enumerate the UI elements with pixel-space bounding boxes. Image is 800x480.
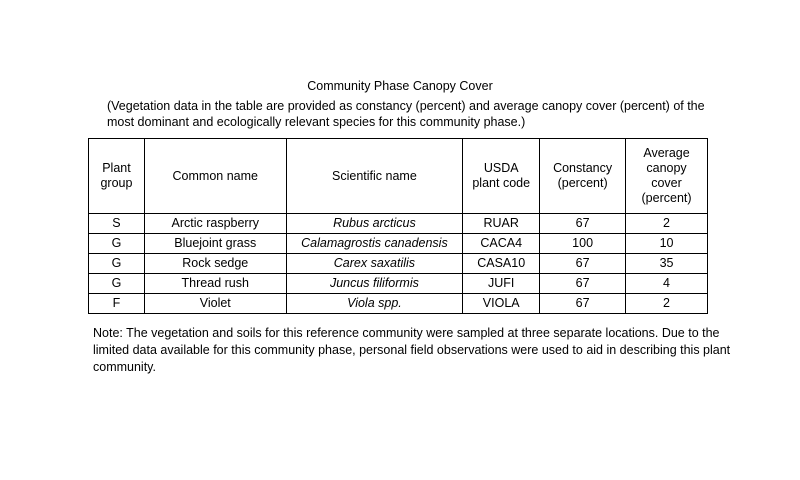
table-row bbox=[89, 214, 708, 234]
table-row bbox=[89, 294, 708, 314]
cell-canopy-cover: 35 bbox=[626, 254, 708, 274]
header-usda-code: USDA plant code bbox=[463, 139, 540, 214]
cell-scientific-name: Viola spp. bbox=[286, 294, 463, 314]
cell-usda-code: RUAR bbox=[463, 214, 540, 234]
cell-constancy: 67 bbox=[540, 254, 626, 274]
table-row bbox=[89, 254, 708, 274]
table-description: (Vegetation data in the table are provided as constancy (percent) and average canopy cover (percent) of the most dominant and ecologically relevant species for this community phase.) bbox=[107, 99, 705, 129]
cell-usda-code: CACA4 bbox=[463, 234, 540, 254]
table-title: Community Phase Canopy Cover bbox=[307, 79, 493, 93]
header-scientific-name: Scientific name bbox=[286, 139, 463, 214]
cell-canopy-cover: 10 bbox=[626, 234, 708, 254]
cell-canopy-cover: 2 bbox=[626, 294, 708, 314]
cell-plant-group: G bbox=[89, 274, 145, 294]
cell-constancy: 67 bbox=[540, 294, 626, 314]
cell-scientific-name: Rubus arcticus bbox=[286, 214, 463, 234]
cell-common-name: Rock sedge bbox=[144, 254, 286, 274]
cell-plant-group: F bbox=[89, 294, 145, 314]
cell-constancy: 67 bbox=[540, 214, 626, 234]
cell-scientific-name: Calamagrostis canadensis bbox=[286, 234, 463, 254]
cell-common-name: Thread rush bbox=[144, 274, 286, 294]
cell-scientific-name: Carex saxatilis bbox=[286, 254, 463, 274]
cell-plant-group: G bbox=[89, 254, 145, 274]
cell-usda-code: JUFI bbox=[463, 274, 540, 294]
cell-plant-group: S bbox=[89, 214, 145, 234]
cell-common-name: Bluejoint grass bbox=[144, 234, 286, 254]
table-row bbox=[89, 274, 708, 294]
header-canopy-cover: Average canopy cover (percent) bbox=[626, 139, 708, 214]
header-plant-group: Plant group bbox=[89, 139, 145, 214]
cell-constancy: 67 bbox=[540, 274, 626, 294]
table-note: Note: The vegetation and soils for this reference community were sampled at three separate locations. Due to the limited data available for this community phase, personal field observations were used to aid in describing this plant community. bbox=[93, 326, 731, 374]
cell-usda-code: CASA10 bbox=[463, 254, 540, 274]
header-constancy: Constancy (percent) bbox=[540, 139, 626, 214]
cell-constancy: 100 bbox=[540, 234, 626, 254]
cell-canopy-cover: 2 bbox=[626, 214, 708, 234]
cell-common-name: Violet bbox=[144, 294, 286, 314]
table-row bbox=[89, 234, 708, 254]
header-common-name: Common name bbox=[144, 139, 286, 214]
canopy-cover-table bbox=[88, 138, 708, 314]
cell-usda-code: VIOLA bbox=[463, 294, 540, 314]
cell-plant-group: G bbox=[89, 234, 145, 254]
cell-common-name: Arctic raspberry bbox=[144, 214, 286, 234]
cell-scientific-name: Juncus filiformis bbox=[286, 274, 463, 294]
cell-canopy-cover: 4 bbox=[626, 274, 708, 294]
table-header-row bbox=[89, 139, 708, 214]
